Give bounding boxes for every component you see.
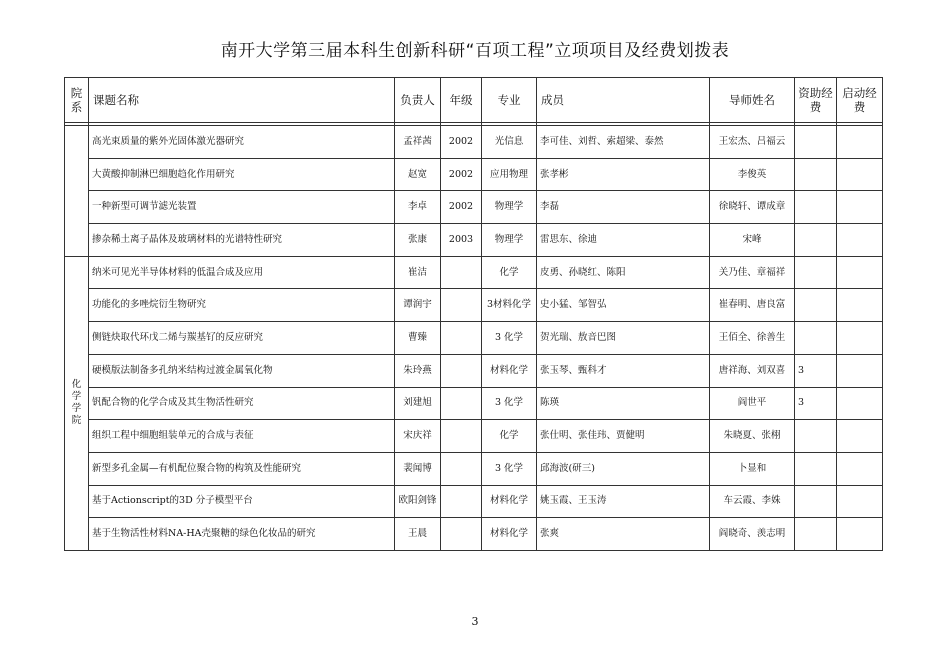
cell-leader: 崔洁	[395, 256, 441, 289]
cell-advisor: 阎晓奇、羡志明	[710, 518, 795, 551]
cell-advisor: 关乃佳、章福祥	[710, 256, 795, 289]
cell-major: 应用物理	[482, 158, 537, 191]
cell-grade	[441, 420, 482, 453]
cell-project: 基于Actionscript的3D 分子模型平台	[89, 485, 395, 518]
cell-advisor: 徐晓轩、谭成章	[710, 191, 795, 224]
table-row	[65, 158, 883, 191]
cell-project: 基于生物活性材料NA-HA壳聚糖的绿色化妆品的研究	[89, 518, 395, 551]
cell-advisor: 王宏杰、吕福云	[710, 126, 795, 159]
table-row	[65, 518, 883, 551]
cell-members: 史小猛、邹智弘	[537, 289, 710, 322]
cell-project: 一种新型可调节滤光装置	[89, 191, 395, 224]
cell-advisor: 车云霞、李姝	[710, 485, 795, 518]
cell-startup	[837, 420, 883, 453]
cell-startup	[837, 322, 883, 355]
cell-project: 组织工程中细胞组装单元的合成与表征	[89, 420, 395, 453]
cell-project: 大黄酸抑制淋巴细胞趋化作用研究	[89, 158, 395, 191]
cell-funding	[795, 158, 837, 191]
cell-major: 3 化学	[482, 452, 537, 485]
dept-cell	[65, 256, 89, 550]
cell-project: 掺杂稀土离子晶体及玻璃材料的光谱特性研究	[89, 224, 395, 257]
page-number: 3	[471, 615, 479, 628]
cell-project: 硬模版法制备多孔纳米结构过渡金属氧化物	[89, 354, 395, 387]
project-table	[64, 77, 883, 551]
cell-grade	[441, 387, 482, 420]
cell-funding	[795, 322, 837, 355]
cell-major: 化学	[482, 420, 537, 453]
cell-grade: 2003	[441, 224, 482, 257]
cell-major: 3材料化学	[482, 289, 537, 322]
cell-leader: 王晨	[395, 518, 441, 551]
cell-members: 李磊	[537, 191, 710, 224]
cell-startup	[837, 485, 883, 518]
cell-project: 功能化的多唑烷衍生物研究	[89, 289, 395, 322]
cell-startup	[837, 158, 883, 191]
cell-project: 高光束质量的紫外光固体激光器研究	[89, 126, 395, 159]
cell-members: 李可佳、刘哲、索超梁、泰然	[537, 126, 710, 159]
cell-funding: 3	[795, 354, 837, 387]
cell-startup	[837, 256, 883, 289]
cell-leader: 宋庆祥	[395, 420, 441, 453]
cell-project: 纳米可见光半导体材料的低温合成及应用	[89, 256, 395, 289]
cell-project: 钒配合物的化学合成及其生物活性研究	[89, 387, 395, 420]
table-row	[65, 354, 883, 387]
page-title: 南开大学第三届本科生创新科研“百项工程”立项项目及经费划拨表	[220, 41, 730, 61]
cell-major: 物理学	[482, 191, 537, 224]
cell-leader: 刘建旭	[395, 387, 441, 420]
header-members: 成员	[537, 78, 710, 123]
cell-startup	[837, 191, 883, 224]
cell-funding	[795, 485, 837, 518]
cell-project: 新型多孔金属—有机配位聚合物的构筑及性能研究	[89, 452, 395, 485]
cell-leader: 曹臻	[395, 322, 441, 355]
cell-startup	[837, 387, 883, 420]
table-row	[65, 485, 883, 518]
cell-funding: 3	[795, 387, 837, 420]
cell-leader: 李卓	[395, 191, 441, 224]
cell-grade: 2002	[441, 158, 482, 191]
cell-advisor: 唐祥海、刘双喜	[710, 354, 795, 387]
cell-leader: 欧阳剑锋	[395, 485, 441, 518]
cell-leader: 谭润宇	[395, 289, 441, 322]
cell-funding	[795, 256, 837, 289]
cell-grade	[441, 518, 482, 551]
header-dept: 院系	[65, 78, 89, 123]
cell-advisor: 朱晓夏、张栩	[710, 420, 795, 453]
cell-grade	[441, 322, 482, 355]
table-row	[65, 322, 883, 355]
cell-funding	[795, 191, 837, 224]
cell-advisor: 李俊英	[710, 158, 795, 191]
cell-members: 贺光瑞、敖音巴图	[537, 322, 710, 355]
cell-members: 邱海波(研三)	[537, 452, 710, 485]
dept-cell	[65, 126, 89, 257]
cell-members: 皮勇、孙晓红、陈阳	[537, 256, 710, 289]
cell-advisor: 崔春明、唐良富	[710, 289, 795, 322]
header-grade: 年级	[441, 78, 482, 123]
cell-project: 侧链炔取代环戊二烯与羰基钌的反应研究	[89, 322, 395, 355]
cell-major: 材料化学	[482, 354, 537, 387]
cell-funding	[795, 452, 837, 485]
cell-members: 姚玉霞、王玉涛	[537, 485, 710, 518]
cell-startup	[837, 289, 883, 322]
cell-funding	[795, 420, 837, 453]
cell-leader: 张康	[395, 224, 441, 257]
cell-grade	[441, 289, 482, 322]
cell-grade	[441, 485, 482, 518]
cell-leader: 赵宽	[395, 158, 441, 191]
cell-funding	[795, 224, 837, 257]
header-leader: 负责人	[395, 78, 441, 123]
cell-grade: 2002	[441, 126, 482, 159]
cell-major: 化学	[482, 256, 537, 289]
cell-leader: 裴闻博	[395, 452, 441, 485]
cell-members: 陈瑛	[537, 387, 710, 420]
cell-members: 张玉琴、甄科才	[537, 354, 710, 387]
header-major: 专业	[482, 78, 537, 123]
cell-funding	[795, 126, 837, 159]
cell-startup	[837, 518, 883, 551]
cell-leader: 朱玲燕	[395, 354, 441, 387]
cell-startup	[837, 126, 883, 159]
cell-advisor: 阎世平	[710, 387, 795, 420]
header-advisor: 导师姓名	[710, 78, 795, 123]
table-row	[65, 452, 883, 485]
table-row	[65, 224, 883, 257]
cell-major: 光信息	[482, 126, 537, 159]
table-row	[65, 126, 883, 159]
cell-grade	[441, 452, 482, 485]
cell-members: 张仕明、张佳玮、贾健明	[537, 420, 710, 453]
table-row	[65, 191, 883, 224]
header-startup: 启动经费	[837, 78, 883, 123]
table-row	[65, 289, 883, 322]
cell-funding	[795, 289, 837, 322]
cell-members: 张孝彬	[537, 158, 710, 191]
cell-advisor: 王佰全、徐善生	[710, 322, 795, 355]
cell-advisor: 卜显和	[710, 452, 795, 485]
cell-major: 材料化学	[482, 518, 537, 551]
cell-major: 物理学	[482, 224, 537, 257]
table-row	[65, 256, 883, 289]
cell-advisor: 宋峰	[710, 224, 795, 257]
dept-label: 化学学院	[71, 379, 82, 427]
header-project: 课题名称	[89, 78, 395, 123]
table-header-row	[65, 78, 883, 123]
cell-members: 张爽	[537, 518, 710, 551]
cell-grade	[441, 354, 482, 387]
cell-funding	[795, 518, 837, 551]
table-body	[65, 123, 883, 551]
table-row	[65, 387, 883, 420]
cell-major: 3 化学	[482, 322, 537, 355]
cell-grade: 2002	[441, 191, 482, 224]
cell-major: 3 化学	[482, 387, 537, 420]
cell-startup	[837, 452, 883, 485]
table-row	[65, 420, 883, 453]
cell-leader: 孟祥茜	[395, 126, 441, 159]
cell-startup	[837, 354, 883, 387]
cell-grade	[441, 256, 482, 289]
cell-members: 雷思东、徐迪	[537, 224, 710, 257]
cell-major: 材料化学	[482, 485, 537, 518]
header-funding: 资助经费	[795, 78, 837, 123]
cell-startup	[837, 224, 883, 257]
